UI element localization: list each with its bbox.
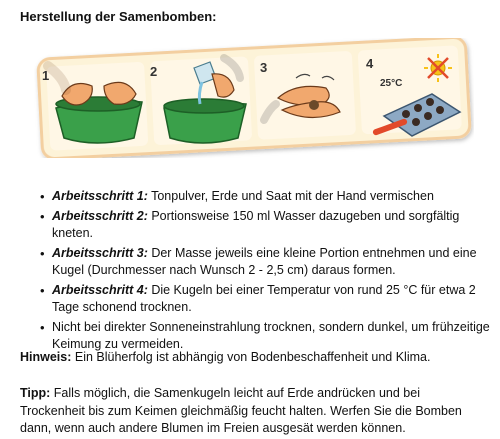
tip-text: Falls möglich, die Samenkugeln leicht auf Erde andrücken und bei Trockenheit bis zum Keimen gleichmäßig feucht halten. Werfen Sie die Bomben dann, wenn auch andere Blumen im Freien ausgesät werden können. (20, 386, 462, 435)
illustration-svg (34, 38, 474, 158)
tip-paragraph (20, 385, 485, 438)
temperature-label: 25°C (380, 78, 403, 89)
step-label: Arbeitsschritt 2: (52, 208, 148, 223)
hint-paragraph (20, 349, 485, 367)
list-item (40, 188, 495, 206)
panel-number-4: 4 (366, 56, 374, 71)
hint-label: Hinweis: (20, 350, 72, 364)
step-label: Arbeitsschritt 1: (52, 189, 148, 203)
panel-number-2: 2 (150, 64, 158, 79)
step-text: Tonpulver, Erde und Saat mit der Hand vermischen (147, 189, 434, 203)
list-item (40, 208, 495, 243)
step-text: Nicht bei direkter Sonneneinstrahlung trocknen, sondern dunkel, um frühzeitige Keimung zu vermeiden. (52, 319, 490, 351)
step-label: Arbeitsschritt 4: (52, 282, 148, 297)
step-label: Arbeitsschritt 3: (52, 245, 148, 260)
page-heading: Herstellung der Samenbomben: (20, 9, 217, 24)
step-text: Portionsweise 150 ml Wasser dazugeben und sorgfältig kneten. (52, 208, 460, 240)
panel-number-3: 3 (260, 60, 268, 75)
step-text: Die Kugeln bei einer Temperatur von rund 25 °C für etwa 2 Tage schonend trocknen. (52, 282, 476, 314)
step-text: Der Masse jeweils eine kleine Portion entnehmen und eine Kugel (Durchmesser nach Wunsch 2 - 2,5 cm) daraus formen. (52, 245, 477, 277)
steps-list (40, 188, 495, 356)
illustration-strip (34, 38, 474, 158)
hint-text: Ein Blüherfolg ist abhängig von Bodenbeschaffenheit und Klima. (71, 350, 431, 364)
panel-number-1: 1 (42, 68, 50, 83)
list-item (40, 282, 495, 317)
list-item (40, 245, 495, 280)
tip-label: Tipp: (20, 386, 51, 400)
